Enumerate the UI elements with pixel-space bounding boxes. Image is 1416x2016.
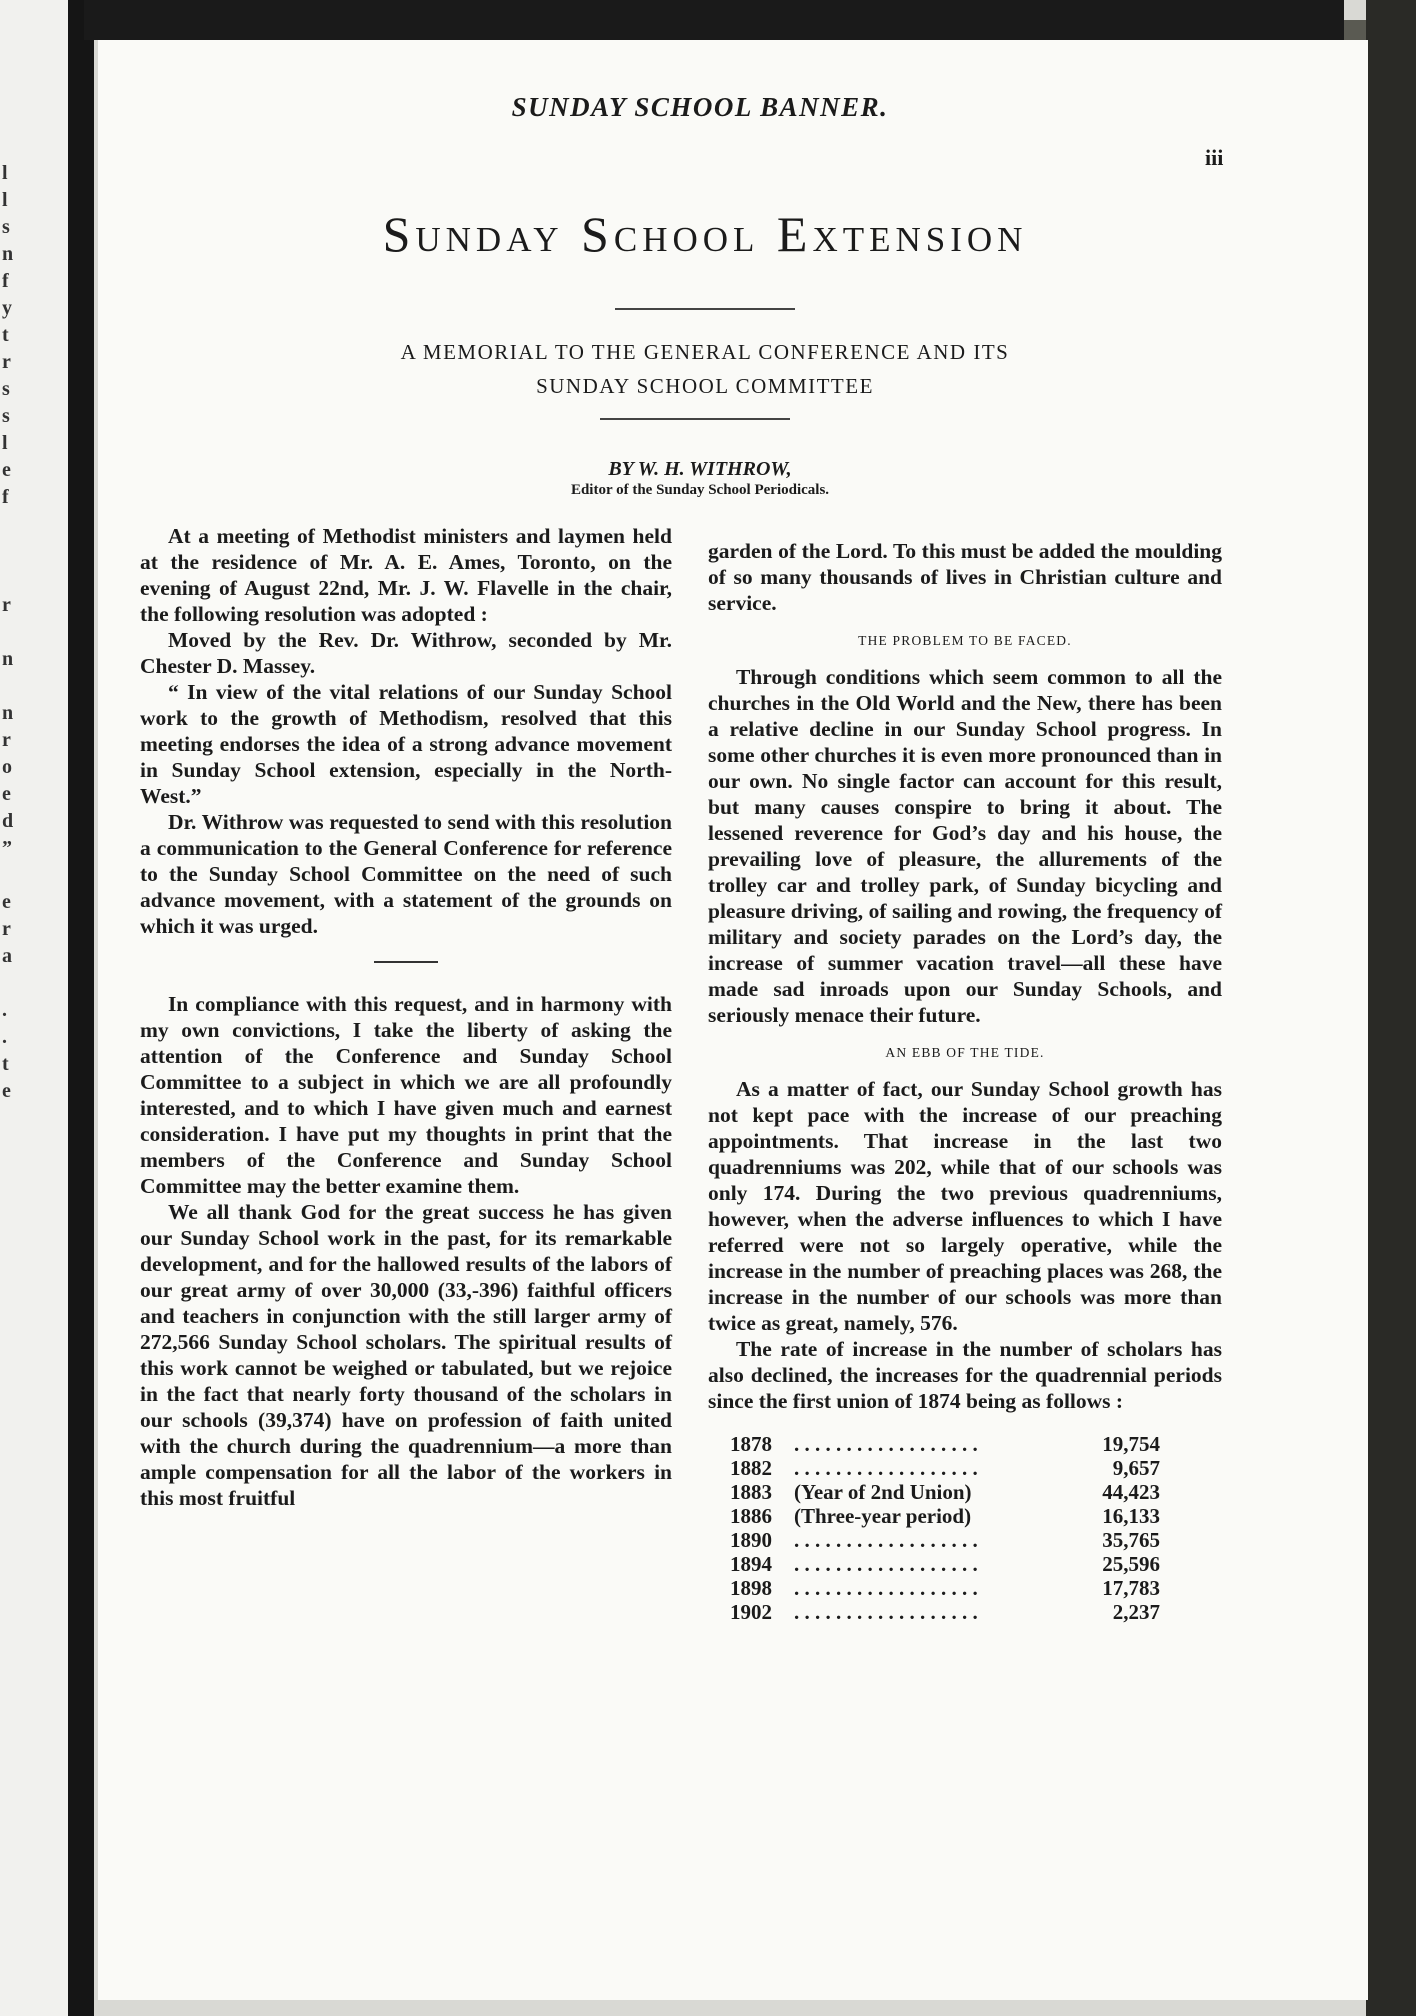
- bleed-glyph: l: [2, 432, 8, 454]
- bleed-glyph: r: [2, 729, 11, 751]
- table-row: [730, 1552, 1160, 1576]
- subtitle-line-2: SUNDAY SCHOOL COMMITTEE: [536, 374, 874, 398]
- value-cell: 9,657: [1112, 1456, 1160, 1480]
- right-column: [708, 538, 1222, 1624]
- note-cell: (Year of 2nd Union): [794, 1480, 972, 1504]
- paragraph: As a matter of fact, our Sunday School growth has not kept pace with the increase of our preaching appointments. That increase in the last two quadrenniums was 202, while that of our schools was only 174. During the two previous quadrenniums, however, when the adverse influences to which I have referred were not so largely operative, while the increase in the number of preaching places was 268, the increase in the number of our schools was more than twice as great, namely, 576.: [708, 1077, 1222, 1335]
- bleed-glyph: [2, 619, 30, 646]
- paragraph: The rate of increase in the number of scholars has also declined, the increases for the quadrennial periods since the first union of 1874 being as follows :: [708, 1337, 1222, 1413]
- bleed-glyph: n: [2, 243, 14, 265]
- section-heading: THE PROBLEM TO BE FACED.: [858, 633, 1072, 648]
- table-row: [730, 1432, 1160, 1456]
- bleed-glyph: d: [2, 810, 14, 832]
- bleed-glyph: [2, 511, 30, 538]
- subtitle-line-1: A MEMORIAL TO THE GENERAL CONFERENCE AND ITS: [400, 340, 1010, 364]
- year-cell: 1902: [730, 1600, 772, 1624]
- note-cell: . . . . . . . . . . . . . . . . . .: [794, 1576, 978, 1600]
- bleed-glyph: n: [2, 702, 14, 724]
- bleed-glyph: [2, 1105, 30, 1132]
- subtitle-rule: [600, 418, 790, 420]
- running-head: SUNDAY SCHOOL BANNER.: [511, 92, 889, 122]
- paragraph: In compliance with this request, and in harmony with my own convictions, I take the liberty of asking the attention of the Conference and Sunday School Committee to a subject in which we are all profoundly interested, and to which I have given much and earnest consideration. I have put my thoughts in print that the members of the Conference and Sunday School Committee may the better examine them.: [140, 992, 672, 1198]
- value-cell: 2,237: [1112, 1600, 1160, 1624]
- value-cell: 44,423: [1102, 1480, 1160, 1504]
- table-row: [730, 1528, 1160, 1552]
- article-title: Sunday School Extension: [382, 206, 1028, 262]
- bleed-glyph: [2, 1132, 30, 1159]
- bleed-glyph: r: [2, 918, 11, 940]
- table-row: [730, 1480, 1160, 1504]
- bleed-glyph: s: [2, 216, 10, 238]
- bleed-glyph: r: [2, 594, 11, 616]
- paragraph: Dr. Withrow was requested to send with this resolution a communication to the General Conference for reference to the Sunday School Committee on the need of such advance movement, with a statement of the grounds on which it was urged.: [140, 810, 672, 938]
- scan-gutter-shadow: [68, 0, 94, 2016]
- left-column: [140, 523, 672, 1511]
- year-cell: 1894: [730, 1552, 772, 1576]
- note-cell: . . . . . . . . . . . . . . . . . .: [794, 1552, 978, 1576]
- bleed-glyph: e: [2, 783, 11, 805]
- paragraph: “ In view of the vital relations of our Sunday School work to the growth of Methodism, resolved that this meeting endorses the idea of a strong advance movement in Sunday School extension, especially in the North-West.”: [140, 680, 672, 808]
- scan-top-border: [84, 0, 1344, 40]
- bleed-glyph: y: [2, 297, 12, 319]
- increase-table: [730, 1432, 1160, 1624]
- note-cell: (Three-year period): [794, 1504, 972, 1528]
- paragraph: garden of the Lord. To this must be added the moulding of so many thousands of lives in Christian culture and service.: [708, 539, 1222, 615]
- bleed-glyph: f: [2, 486, 9, 508]
- facing-page-bleed: [2, 160, 30, 1159]
- table-row: [730, 1456, 1160, 1480]
- section-heading: AN EBB OF THE TIDE.: [885, 1045, 1045, 1060]
- paragraph: We all thank God for the great success he has given our Sunday School work in the past, for its remarkable development, and for the hallowed results of the labors of our great army of over 30,000 (33,-396) faithful officers and teachers in conjunction with the still larger army of 272,566 Sunday School scholars. The spiritual results of this work cannot be weighed or tabulated, but we rejoice in the fact that nearly forty thousand of the scholars in our schools (39,374) have on profession of faith united with the church during the quadrennium—a more than ample compensation for all the labor of the workers in this most fruitful: [140, 1200, 672, 1510]
- value-cell: 19,754: [1102, 1432, 1160, 1456]
- bleed-glyph: [2, 673, 30, 700]
- paragraph: Through conditions which seem common to all the churches in the Old World and the New, there has been a relative decline in our Sunday School progress. In some other churches it is even more pronounced than in our own. No single factor can account for this result, but many causes conspire to bring it about. The lessened reverence for God’s day and his house, the prevailing love of pleasure, the allurements of the trolley car and trolley park, of Sunday bicycling and pleasure driving, of sailing and rowing, the frequency of military and society parades on the Lord’s day, the increase of summer vacation travel—all these have made sad inroads upon our Sunday Schools, and seriously menace their future.: [708, 665, 1222, 1027]
- bleed-glyph: .: [2, 1026, 7, 1048]
- bleed-glyph: f: [2, 270, 9, 292]
- paragraph: At a meeting of Methodist ministers and laymen held at the residence of Mr. A. E. Ames, Toronto, on the evening of August 22nd, Mr. J. W. Flavelle in the chair, the following resolution was adopted :: [140, 524, 672, 626]
- value-cell: 17,783: [1102, 1576, 1160, 1600]
- bleed-glyph: e: [2, 1080, 11, 1102]
- bleed-glyph: [2, 862, 30, 889]
- note-cell: . . . . . . . . . . . . . . . . . .: [794, 1456, 978, 1480]
- note-cell: . . . . . . . . . . . . . . . . . .: [794, 1432, 978, 1456]
- bleed-glyph: t: [2, 324, 9, 346]
- year-cell: 1883: [730, 1480, 772, 1504]
- paragraph: Moved by the Rev. Dr. Withrow, seconded by Mr. Chester D. Massey.: [140, 628, 672, 678]
- bleed-glyph: e: [2, 891, 11, 913]
- page-number: iii: [1205, 145, 1224, 170]
- title-rule: [615, 308, 795, 310]
- year-cell: 1878: [730, 1432, 772, 1456]
- bleed-glyph: a: [2, 945, 12, 967]
- bleed-glyph: [2, 565, 30, 592]
- note-cell: . . . . . . . . . . . . . . . . . .: [794, 1528, 978, 1552]
- table-row: [730, 1600, 1160, 1624]
- bleed-glyph: ”: [2, 837, 12, 859]
- table-row: [730, 1504, 1160, 1528]
- bleed-glyph: l: [2, 189, 8, 211]
- bleed-glyph: n: [2, 648, 14, 670]
- bleed-glyph: r: [2, 351, 11, 373]
- bleed-glyph: e: [2, 459, 11, 481]
- section-divider: [374, 961, 438, 963]
- byline: BY W. H. WITHROW,: [608, 458, 792, 480]
- year-cell: 1898: [730, 1576, 772, 1600]
- year-cell: 1882: [730, 1456, 772, 1480]
- note-cell: . . . . . . . . . . . . . . . . . .: [794, 1600, 978, 1624]
- scan-right-border: [1366, 0, 1416, 2016]
- bleed-glyph: s: [2, 405, 10, 427]
- bleed-glyph: l: [2, 162, 8, 184]
- value-cell: 25,596: [1102, 1552, 1160, 1576]
- bleed-glyph: [2, 538, 30, 565]
- bleed-glyph: s: [2, 378, 10, 400]
- bleed-glyph: .: [2, 999, 7, 1021]
- byline-role: Editor of the Sunday School Periodicals.: [570, 482, 830, 498]
- value-cell: 35,765: [1102, 1528, 1160, 1552]
- bleed-glyph: t: [2, 1053, 9, 1075]
- bleed-glyph: [2, 970, 30, 997]
- table-row: [730, 1576, 1160, 1600]
- year-cell: 1886: [730, 1504, 772, 1528]
- year-cell: 1890: [730, 1528, 772, 1552]
- value-cell: 16,133: [1102, 1504, 1160, 1528]
- bleed-glyph: o: [2, 756, 12, 778]
- article-subtitle: [280, 335, 1130, 403]
